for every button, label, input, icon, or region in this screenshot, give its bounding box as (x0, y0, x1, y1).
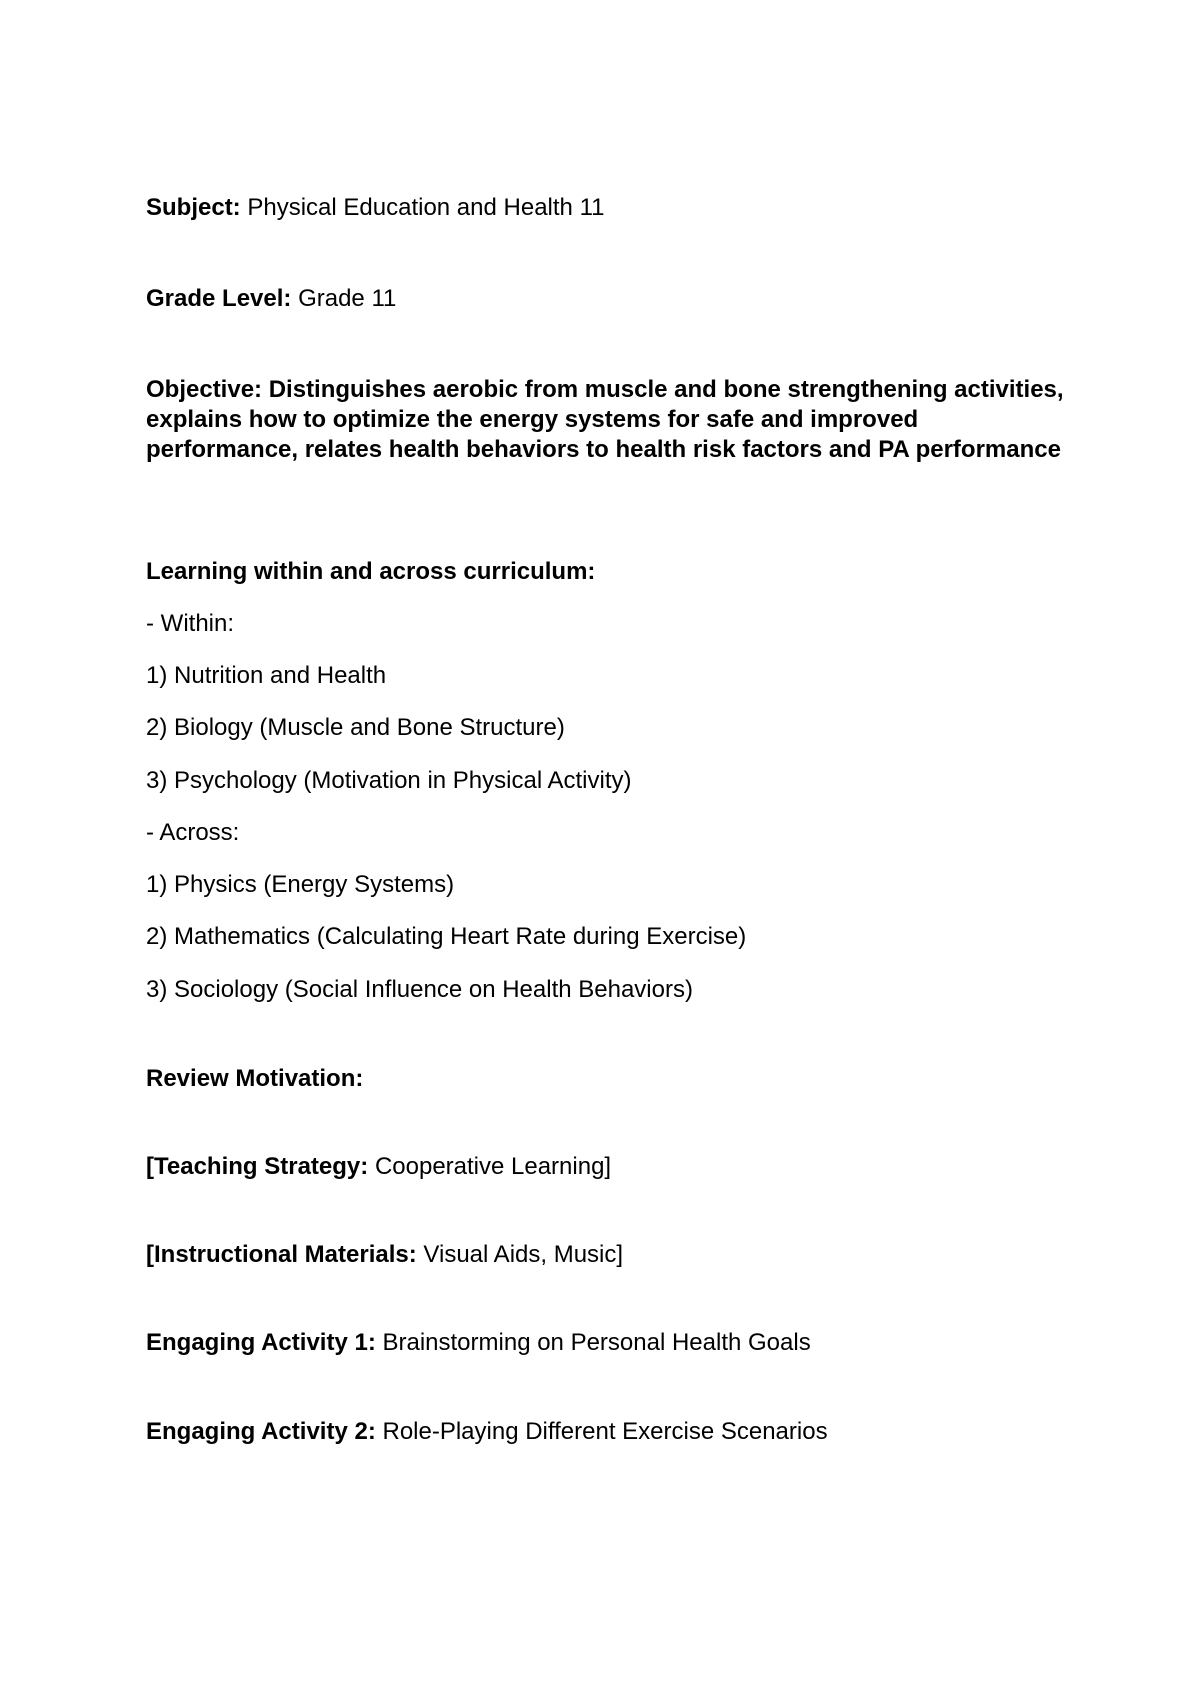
engaging-activity-2-line (146, 1417, 828, 1447)
learning-heading: Learning within and across curriculum: (146, 558, 596, 585)
grade-level-line (146, 284, 396, 314)
within-item: 3) Psychology (Motivation in Physical Activity) (146, 767, 632, 794)
across-label: - Across: (146, 819, 240, 846)
engaging-activity-1-label: Engaging Activity 1: (146, 1329, 376, 1356)
engaging-activity-1-line (146, 1328, 811, 1358)
objective-label: Objective: (146, 376, 263, 403)
review-motivation-heading: Review Motivation: (146, 1065, 364, 1092)
engaging-activity-2-value: Role-Playing Different Exercise Scenarios (382, 1418, 828, 1445)
subject-value: Physical Education and Health 11 (247, 194, 605, 221)
instructional-materials-label: Instructional Materials: (154, 1241, 417, 1268)
engaging-activity-1-value: Brainstorming on Personal Health Goals (382, 1329, 811, 1356)
instructional-materials-open-bracket: [ (146, 1241, 154, 1268)
across-item: 3) Sociology (Social Influence on Health Behaviors) (146, 976, 693, 1003)
teaching-strategy-label: Teaching Strategy: (154, 1153, 369, 1180)
teaching-strategy-open-bracket: [ (146, 1153, 154, 1180)
subject-line (146, 193, 604, 223)
across-item: 1) Physics (Energy Systems) (146, 871, 455, 898)
objective-paragraph (146, 375, 1066, 465)
engaging-activity-2-label: Engaging Activity 2: (146, 1418, 376, 1445)
instructional-materials-value: Visual Aids, Music] (423, 1241, 624, 1268)
teaching-strategy-line (146, 1152, 611, 1182)
within-item: 2) Biology (Muscle and Bone Structure) (146, 714, 565, 741)
within-item: 1) Nutrition and Health (146, 662, 387, 689)
subject-label: Subject: (146, 194, 241, 221)
objective-value: Distinguishes aerobic from muscle and bone strengthening activities, explains how to optimize the energy systems for safe and improved performance, relates health behaviors to health risk factors and PA performance (146, 376, 1064, 463)
grade-level-label: Grade Level: (146, 285, 292, 312)
across-item: 2) Mathematics (Calculating Heart Rate during Exercise) (146, 923, 747, 950)
instructional-materials-line (146, 1240, 623, 1270)
teaching-strategy-value: Cooperative Learning] (374, 1153, 612, 1180)
grade-level-value: Grade 11 (298, 285, 397, 312)
within-label: - Within: (146, 610, 235, 637)
